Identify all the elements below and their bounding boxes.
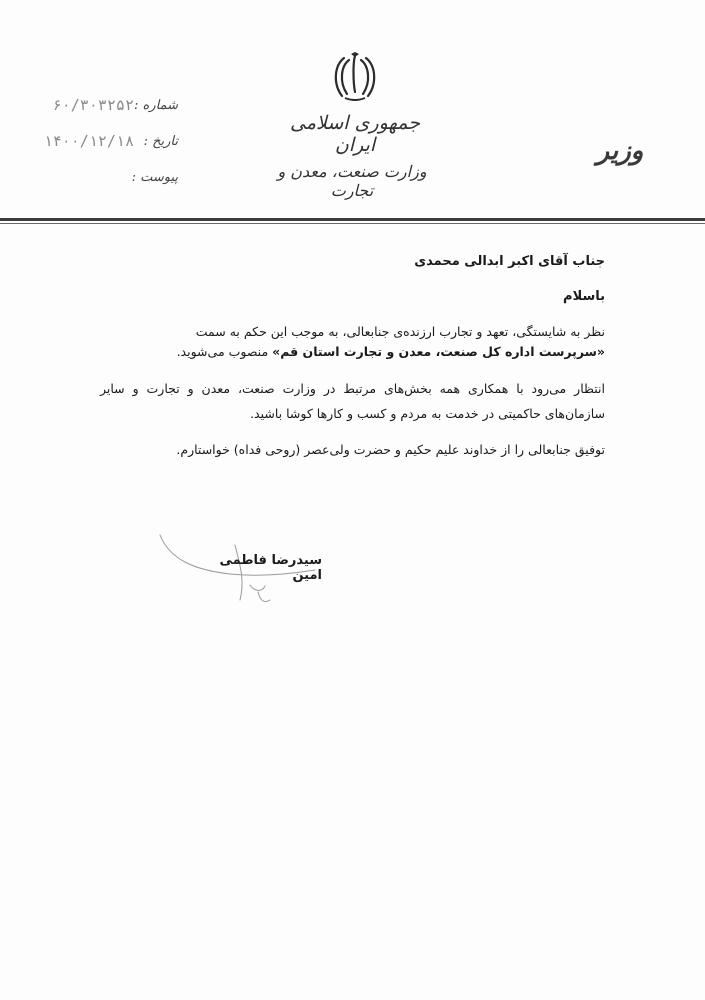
number-label: شماره :: [134, 98, 178, 113]
header-divider: [0, 218, 705, 221]
appointment-line-2: [100, 342, 605, 362]
recipient: جناب آقای اکبر ابدالی محمدی: [414, 254, 605, 269]
greeting: باسلام: [563, 288, 605, 304]
date-label: تاریخ :: [143, 134, 178, 149]
closing-paragraph: توفیق جنابعالی را از خداوند علیم حکیم و حضرت ولی‌عصر (روحی فداه) خواستارم.: [176, 441, 605, 457]
letter-meta: [28, 98, 178, 206]
appointment-paragraph: [100, 322, 605, 362]
header-divider-thin: [0, 223, 705, 224]
republic-title: جمهوری اسلامی ایران: [290, 112, 420, 156]
meta-row-attachment: [28, 170, 178, 206]
meta-row-date: [28, 134, 178, 170]
appointment-line-2-rest: منصوب می‌شوید.: [176, 343, 273, 359]
letter-body: [100, 252, 605, 460]
signer-name: سیدرضا فاطمی امین: [219, 553, 322, 583]
date-value: ۱۴۰۰/۱۲/۱۸: [43, 132, 134, 150]
expectation-paragraph: انتظار می‌رود با همکاری همه بخش‌های مرتبط در وزارت صنعت، معدن و تجارت و سایر سازمان‌های حاکمیتی در خدمت به مردم و کسب و کارها کوشا باشید.: [100, 380, 605, 421]
iran-emblem-icon: [331, 52, 379, 104]
ministry-name: وزارت صنعت، معدن و تجارت: [277, 162, 427, 200]
appointment-position: «سرپرست اداره کل صنعت، معدن و تجارت استان قم»: [272, 343, 605, 359]
appointment-line-1: نظر به شایستگی، تعهد و تجارب ارزنده‌ی جنابعالی، به موجب این حکم به سمت: [195, 323, 605, 339]
number-value: ۶۰/۳۰۳۲۵۲: [52, 96, 134, 114]
meta-row-number: [28, 98, 178, 134]
attachment-label: پیوست :: [131, 170, 178, 185]
office-title: وزیر: [596, 136, 644, 166]
